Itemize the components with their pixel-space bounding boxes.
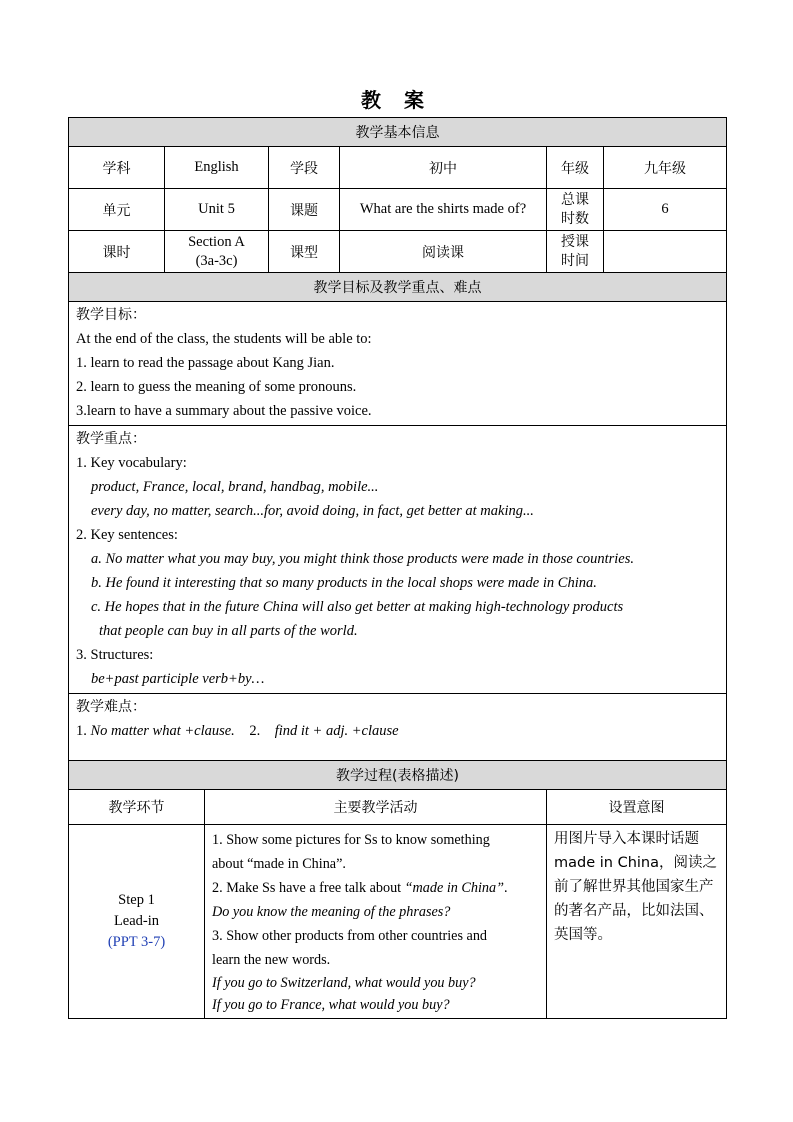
sentence-line: a. No matter what you may buy, you might think those products were made in those countries. xyxy=(91,551,635,567)
sentences-title: 2. Key sentences: xyxy=(76,527,178,543)
vocab-line: product, France, local, brand, handbag, mobile... xyxy=(91,479,379,495)
lesson-plan-table xyxy=(68,117,727,1019)
vocab-line: every day, no matter, search...for, avoid doing, in fact, get better at making... xyxy=(91,503,534,519)
vocab-title: 1. Key vocabulary: xyxy=(76,455,187,471)
activity-question: If you go to Switzerland, what would you buy? xyxy=(212,975,476,991)
key-points-heading: 教学重点： xyxy=(76,431,146,447)
key-points-section xyxy=(69,426,727,694)
activity-line: 3. Show other products from other countries and xyxy=(212,928,488,944)
stage-value: 初中 xyxy=(340,147,547,189)
difficulties-heading: 教学难点： xyxy=(76,699,146,715)
grade-value: 九年级 xyxy=(604,147,727,189)
stage-label: 学段 xyxy=(269,147,340,189)
activity-cell xyxy=(205,825,547,1019)
sentence-line: that people can buy in all parts of the world. xyxy=(99,623,358,639)
goals-section xyxy=(69,302,727,426)
subject-value: English xyxy=(165,147,269,189)
difficulties-section xyxy=(69,694,727,761)
step-name: Step 1 xyxy=(118,892,155,908)
goal-line: 2. learn to guess the meaning of some pronouns. xyxy=(76,379,357,395)
activity-line: learn the new words. xyxy=(212,952,331,968)
goal-line: At the end of the class, the students will be able to: xyxy=(76,331,372,347)
activity-line: 1. Show some pictures for Ss to know something xyxy=(212,832,490,848)
basic-info-header: 教学基本信息 xyxy=(69,118,727,147)
activity-column-header: 主要教学活动 xyxy=(205,790,547,825)
total-hours-label: 总课 时数 xyxy=(547,189,604,231)
step-column-header: 教学环节 xyxy=(69,790,205,825)
total-hours-value: 6 xyxy=(604,189,727,231)
topic-value: What are the shirts made of? xyxy=(340,189,547,231)
type-label: 课型 xyxy=(269,231,340,273)
activity-question: Do you know the meaning of the phrases? xyxy=(212,904,451,920)
goal-line: 3.learn to have a summary about the passive voice. xyxy=(76,403,372,419)
sentence-line: b. He found it interesting that so many products in the local shops were made in China. xyxy=(91,575,597,591)
period-label: 课时 xyxy=(69,231,165,273)
period-value: Section A (3a-3c) xyxy=(165,231,269,273)
objectives-header: 教学目标及教学重点、难点 xyxy=(69,273,727,302)
intent-cell xyxy=(547,825,727,1019)
ppt-reference: (PPT 3-7) xyxy=(107,934,166,950)
step-sub: Lead-in xyxy=(113,913,160,929)
structure-line: be+past participle verb+by… xyxy=(91,671,265,687)
goals-heading: 教学目标： xyxy=(76,307,146,323)
difficulty-line: 1. No matter what +clause. 2. find it + adj. +clause xyxy=(76,723,399,739)
activity-line: about “made in China”. xyxy=(212,856,346,872)
activity-question: If you go to France, what would you buy? xyxy=(212,997,450,1013)
process-header: 教学过程(表格描述) xyxy=(69,761,727,790)
activity-line: 2. Make Ss have a free talk about “made in China”. xyxy=(212,880,508,896)
type-value: 阅读课 xyxy=(340,231,547,273)
step-cell xyxy=(69,825,205,1019)
goal-line: 1. learn to read the passage about Kang Jian. xyxy=(76,355,335,371)
class-time-value xyxy=(604,231,727,273)
subject-label: 学科 xyxy=(69,147,165,189)
sentence-line: c. He hopes that in the future China will also get better at making high-technology products xyxy=(91,599,624,615)
unit-value: Unit 5 xyxy=(165,189,269,231)
intent-column-header: 设置意图 xyxy=(547,790,727,825)
structures-title: 3. Structures: xyxy=(76,647,154,663)
unit-label: 单元 xyxy=(69,189,165,231)
intent-text: 用图片导入本课时话题 made in China，阅读之前了解世界其他国家生产的著名产品，比如法国、英国等。 xyxy=(554,831,717,943)
document-title: 教 案 xyxy=(361,88,432,112)
grade-label: 年级 xyxy=(547,147,604,189)
topic-label: 课题 xyxy=(269,189,340,231)
class-time-label: 授课 时间 xyxy=(547,231,604,273)
